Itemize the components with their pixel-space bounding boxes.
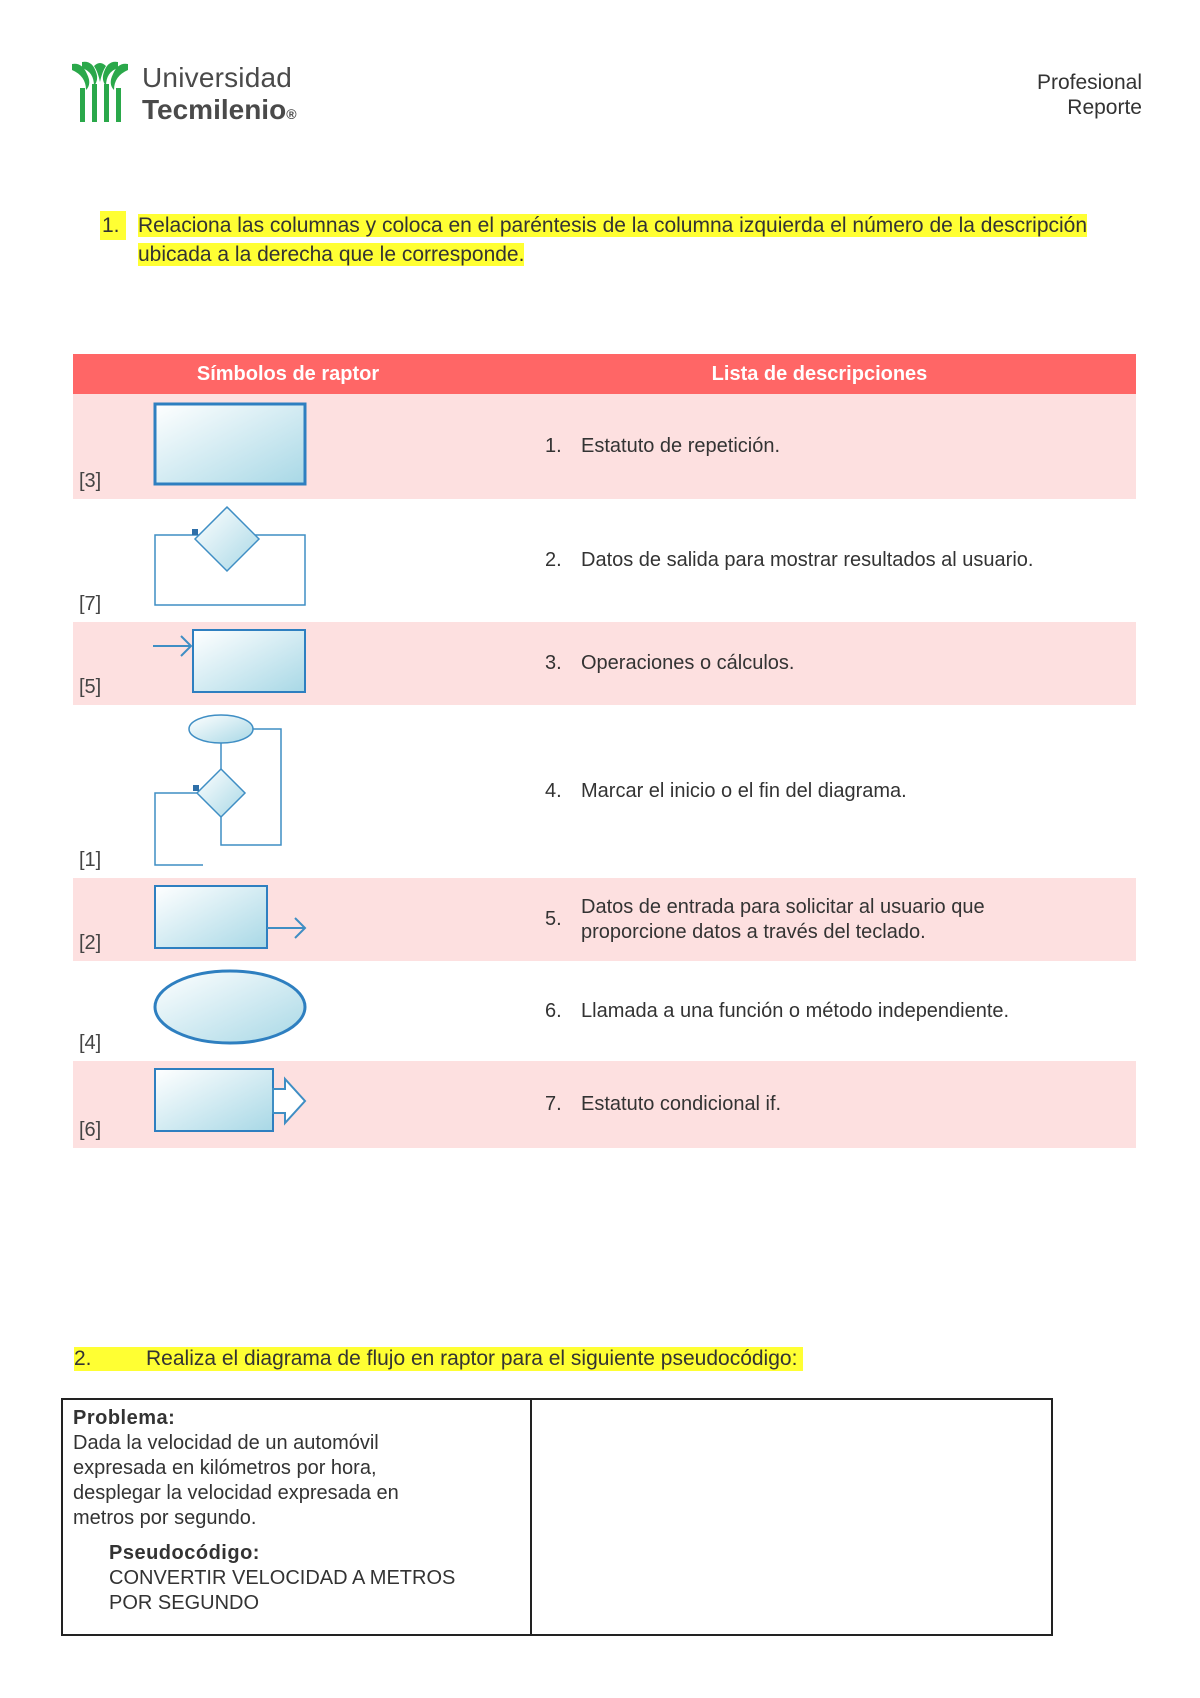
logo-line-tecmilenio [142,94,297,126]
desc-text-line2: proporcione datos a través del teclado. [581,920,926,943]
desc-text: Llamada a una función o método independiente. [581,999,1010,1022]
answer-bracket: [3] [79,470,102,492]
oval-symbol-icon [153,969,313,1049]
desc-text: Marcar el inicio o el fin del diagrama. [581,780,907,802]
logo-line-universidad: Universidad [142,62,293,93]
problem-line: desplegar la velocidad expresada en [73,1482,399,1504]
answer-bracket: [4] [79,1032,102,1054]
question-1-text-line2: ubicada a la derecha que le corresponde. [138,243,525,266]
tecmilenio-logo [72,58,312,128]
answer-bracket: [2] [79,932,102,954]
answer-bracket: [1] [79,849,102,871]
header-right [1037,70,1142,120]
loop-symbol-icon [153,713,313,873]
desc-number: 1. [545,435,562,457]
header-symbols: Símbolos de raptor [73,354,503,394]
matching-table-header [73,354,1136,394]
answer-bracket: [6] [79,1119,102,1141]
desc-text: Estatuto condicional if. [581,1093,782,1115]
logo-registered-mark: ® [286,106,297,122]
problem-table [61,1398,1053,1636]
table-row [73,394,1136,499]
problem-line: Dada la velocidad de un automóvil [73,1432,379,1454]
header-reporte: Reporte [1067,96,1142,119]
desc-text: Operaciones o cálculos. [581,652,795,674]
question-2-number: 2. [74,1347,92,1370]
question-1 [100,211,1120,269]
desc-text: Datos de entrada para solicitar al usuario que [581,895,985,918]
pseudocode-block [109,1541,520,1616]
input-symbol-icon [153,1067,313,1137]
question-1-number: 1. [100,211,126,240]
call-symbol-icon [153,628,313,698]
diagram-answer-cell[interactable] [531,1399,1052,1635]
table-row [73,705,1136,878]
desc-number: 6. [545,999,562,1022]
desc-text: Estatuto de repetición. [581,435,781,457]
pseudocode-line: POR SEGUNDO [109,1592,260,1614]
answer-bracket: [5] [79,676,102,698]
desc-number: 3. [545,652,562,674]
desc-text: Datos de salida para mostrar resultados al usuario. [581,549,1034,571]
rectangle-symbol-icon [153,402,313,492]
pseudocode-title: Pseudocódigo: [109,1542,260,1564]
header-descriptions: Lista de descripciones [503,354,1136,394]
question-1-text-line1: Relaciona las columnas y coloca en el paréntesis de la columna izquierda el número de la descripción [138,214,1088,237]
output-symbol-icon [153,884,313,954]
problem-line: metros por segundo. [73,1507,257,1529]
logo-line-tecmilenio-text: Tecmilenio [142,94,287,125]
table-row [73,961,1136,1061]
answer-bracket: [7] [79,593,102,615]
table-row [73,878,1136,961]
desc-number: 7. [545,1093,562,1115]
table-row [73,622,1136,705]
desc-number: 5. [545,908,562,930]
question-2-text: Realiza el diagrama de flujo en raptor para el siguiente pseudocódigo: [146,1347,798,1370]
desc-number: 2. [545,549,562,571]
tecmilenio-logo-icon [72,60,136,124]
problem-cell [62,1399,531,1635]
table-row [73,1061,1136,1148]
problem-line: expresada en kilómetros por hora, [73,1457,377,1479]
pseudocode-line: CONVERTIR VELOCIDAD A METROS [109,1567,456,1589]
selection-symbol-icon [153,503,313,613]
table-row [73,499,1136,622]
desc-number: 4. [545,780,562,802]
question-2 [74,1347,803,1371]
matching-table [73,354,1136,1148]
problem-title: Problema: [73,1407,176,1429]
header-profesional: Profesional [1036,71,1142,94]
